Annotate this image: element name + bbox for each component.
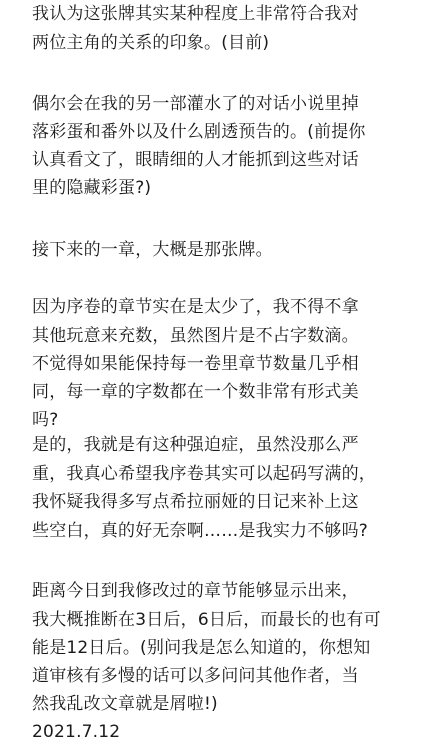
text-line: 然我乱改文章就是屑啦!) [32,694,218,715]
text-line: 偶尔会在我的另一部灌水了的对话小说里掉 [32,93,359,114]
text-line: 些空白，真的好无奈啊……是我实力不够吗? [32,520,369,541]
text-line: 能是12日后。(别问我是怎么知道的，你想知 [32,637,371,658]
text-line: 其他玩意来充数，虽然图片是不占字数滴。 [32,325,359,346]
text-line: 是的，我就是有这种强迫症，虽然没那么严 [32,435,359,456]
text-line: 我认为这张牌其实某种程度上非常符合我对 [32,3,359,24]
text-line: 我怀疑我得多写点希拉丽娅的日记来补上这 [32,491,359,512]
text-line: 重，我真心希望我序卷其实可以起码写满的， [32,464,376,485]
text-line: 接下来的一章，大概是那张牌。 [32,239,273,260]
text-line: 因为序卷的章节实在是太少了，我不得不拿 [32,297,359,318]
text-line: 我大概推断在3日后，6日后，而最长的也有可 [32,609,381,630]
text-line: 吗? [32,410,59,431]
text-line: 不觉得如果能保持每一卷里章节数量几乎相 [32,353,359,374]
text-line: 两位主角的关系的印象。(目前) [32,32,270,53]
text-line: 里的隐藏彩蛋?) [32,178,152,199]
date-line: 2021.7.12 [32,722,121,742]
text-line: 同，每一章的字数都在一个数非常有形式美 [32,382,359,403]
text-line: 道审核有多慢的话可以多问问其他作者，当 [32,666,359,687]
text-line: 认真看文了，眼睛细的人才能抓到这些对话 [32,150,359,171]
text-line: 距离今日到我修改过的章节能够显示出来， [32,580,359,601]
text-line: 落彩蛋和番外以及什么剧透预告的。(前提你 [32,121,366,142]
